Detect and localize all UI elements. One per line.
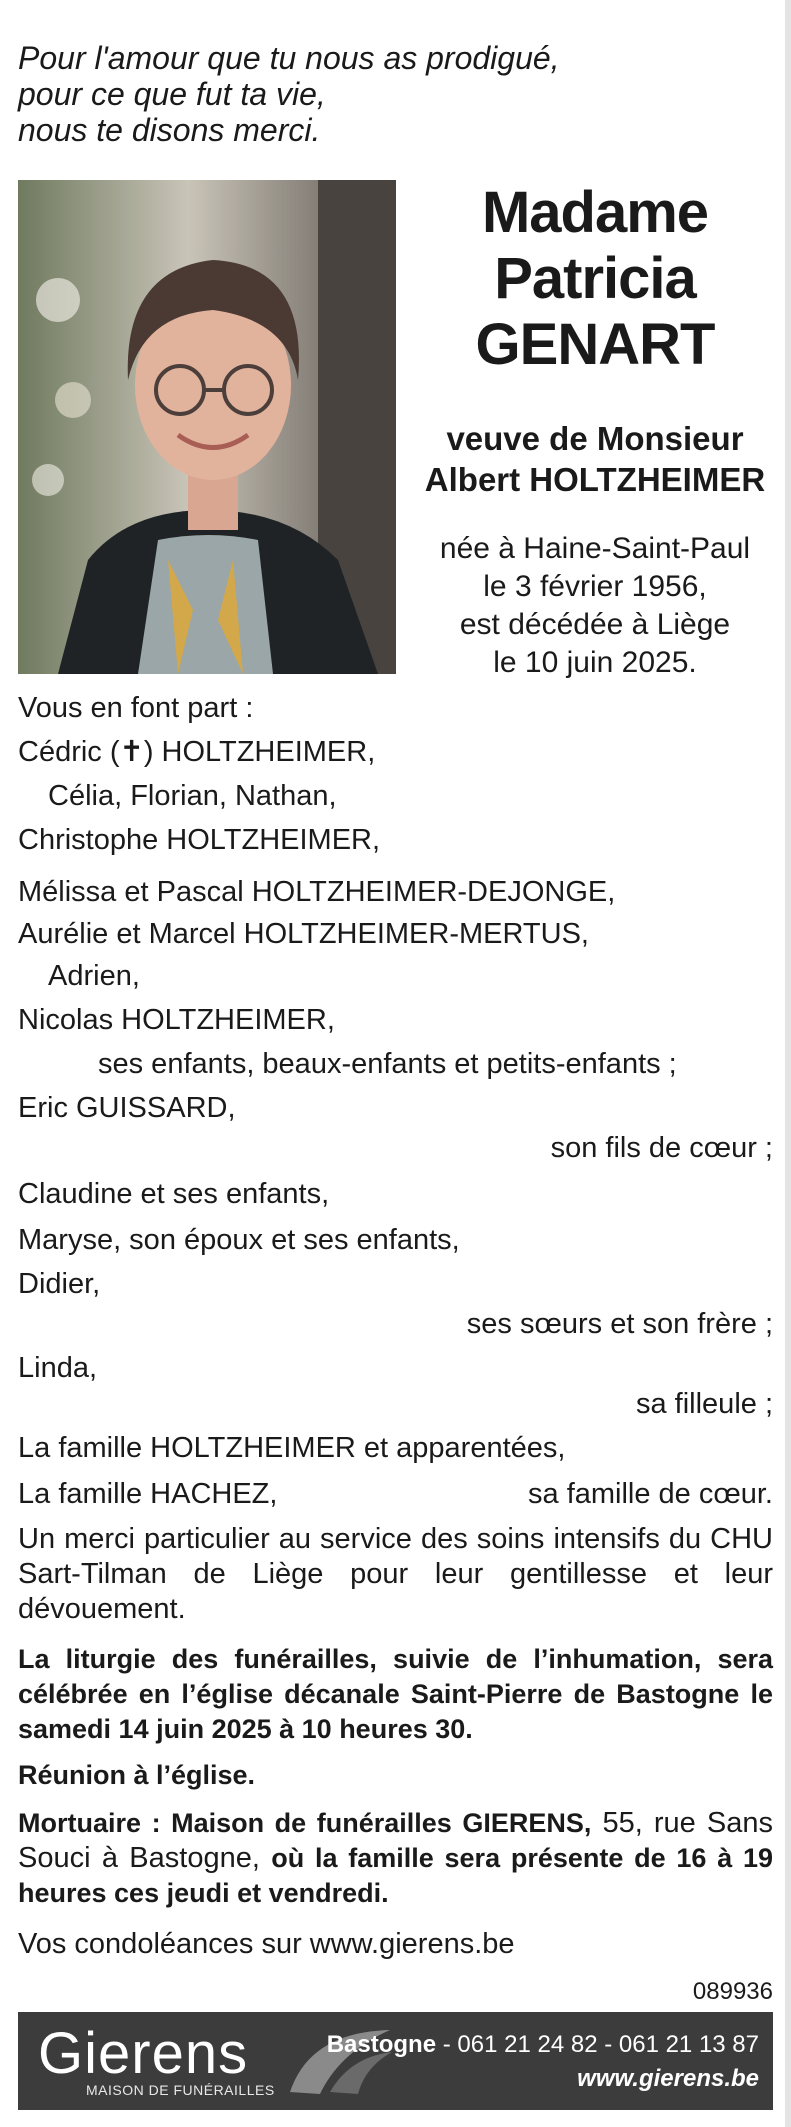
intro-line-2: pour ce que fut ta vie, [18,76,326,112]
family-line: Christophe HOLTZHEIMER, [18,824,381,856]
birth-death-info [410,530,780,682]
intro-verse [18,40,718,148]
deceased-name [410,180,780,378]
funeral-home-banner [18,2012,773,2110]
family-line: Didier, [18,1268,101,1300]
birth-date: le 3 février 1956, [483,570,707,603]
mortuaire-paragraph [18,1806,773,1911]
family-line: La famille HOLTZHEIMER et apparentées, [18,1432,566,1464]
reunion-line: Réunion à l’église. [18,1760,256,1790]
mortuaire-presence: où la famille sera présente de 16 à 19 heures ces jeudi et vendredi. [18,1843,773,1908]
mortuaire-label: Mortuaire : Maison de funérailles GIERENS, [18,1808,592,1838]
deceased-title: Madame [481,180,709,245]
family-line: sa famille de cœur. [528,1478,773,1510]
funeral-home-logo-subtitle: MAISON DE FUNÉRAILLES [86,2082,275,2098]
funeral-home-contact [327,2028,759,2096]
family-line: Eric GUISSARD, [18,1092,236,1124]
family-line: ses enfants, beaux-enfants et petits-enfants ; [98,1048,677,1080]
family-line: Mélissa et Pascal HOLTZHEIMER-DEJONGE, [18,876,616,908]
liturgy-paragraph: La liturgie des funérailles, suivie de l’inhumation, sera célébrée en l’église décanale Saint-Pierre de Bastogne le samedi 14 juin 2025 à 10 heures 30. [18,1644,773,1744]
intro-line-3: nous te disons merci. [18,112,321,148]
mortuaire-address: 55, rue Sans Souci à Bastogne, [18,1807,773,1874]
widow-line-2: Albert HOLTZHEIMER [424,461,766,498]
family-line: Nicolas HOLTZHEIMER, [18,1004,335,1036]
family-line: son fils de cœur ; [550,1132,773,1164]
family-line: Adrien, [48,960,140,992]
widow-of [410,418,780,500]
funeral-home-website[interactable]: www.gierens.be [577,2065,759,2092]
family-line: Cédric (✝) HOLTZHEIMER, [18,736,376,768]
family-line: sa filleule ; [635,1388,773,1420]
family-intro: Vous en font part : [18,692,254,724]
funeral-home-logo: Gierens [38,2021,249,2086]
death-place: est décédée à Liège [459,608,731,641]
funeral-home-phones: - 061 21 24 82 - 061 21 13 87 [436,2031,759,2058]
death-date: le 10 juin 2025. [493,646,697,679]
family-line: Aurélie et Marcel HOLTZHEIMER-MERTUS, [18,918,589,950]
family-line: Claudine et ses enfants, [18,1178,330,1210]
birth-place: née à Haine-Saint-Paul [439,532,751,565]
condolences-line: Vos condoléances sur www.gierens.be [18,1928,515,1960]
deceased-first-name: Patricia [494,246,696,311]
family-line: La famille HACHEZ, [18,1478,278,1510]
intro-line-1: Pour l'amour que tu nous as prodigué, [18,40,560,76]
deceased-last-name: GENART [475,312,715,377]
funeral-home-city: Bastogne [326,2031,437,2058]
family-line: Linda, [18,1352,98,1384]
family-line: ses sœurs et son frère ; [466,1308,773,1340]
portrait-photo [18,180,396,674]
thanks-paragraph: Un merci particulier au service des soins intensifs du CHU Sart-Tilman de Liège pour leur gentillesse et leur dévouement. [18,1523,773,1625]
reference-number: 089936 [692,1978,773,2005]
family-line: Maryse, son époux et ses enfants, [18,1224,460,1256]
widow-line-1: veuve de Monsieur [446,420,744,457]
family-line: Célia, Florian, Nathan, [48,780,337,812]
